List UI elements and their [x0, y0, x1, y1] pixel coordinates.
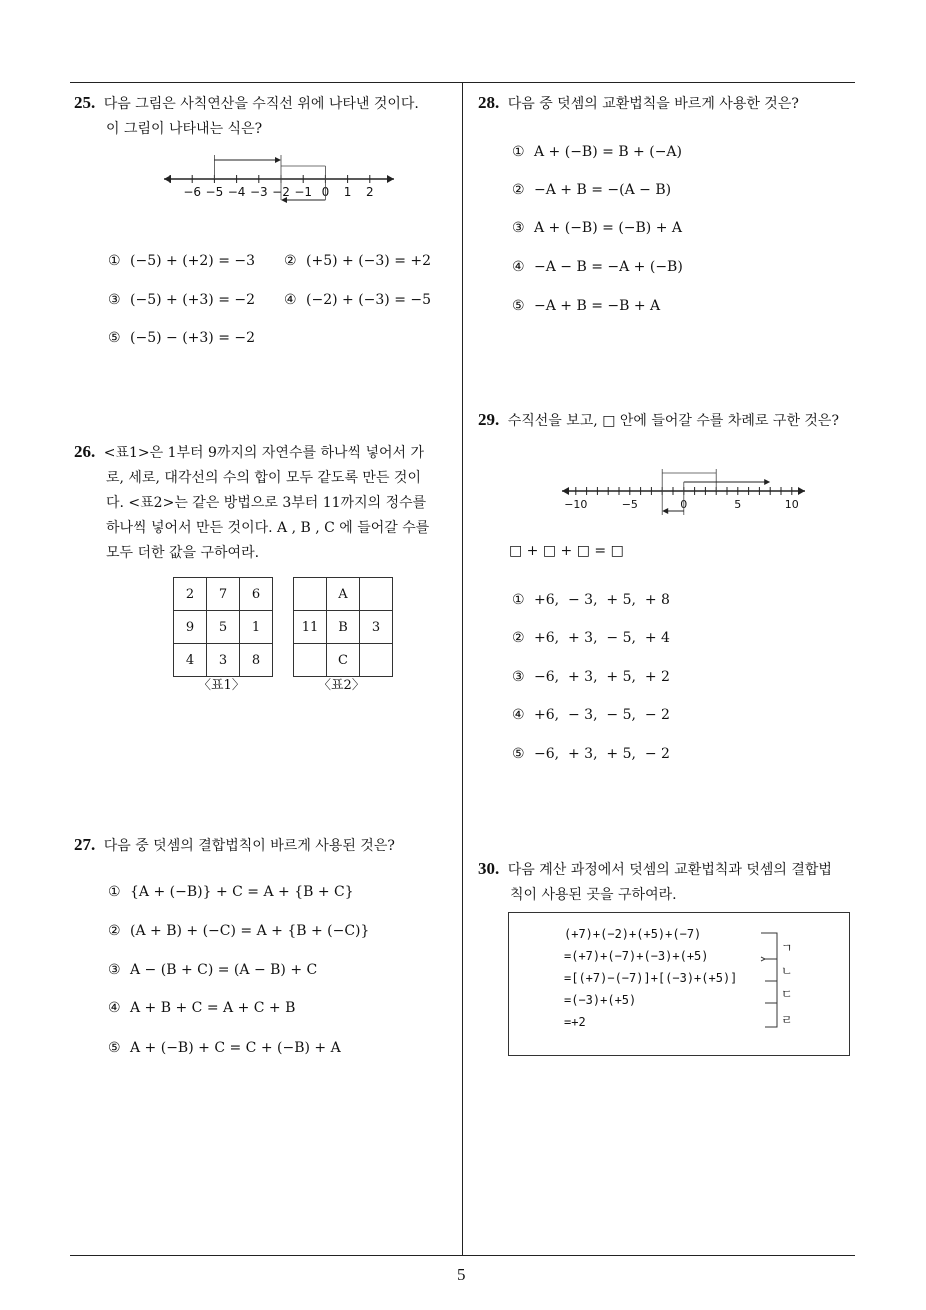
table-cell: B [327, 611, 360, 644]
option-marker: ⑤ [512, 298, 525, 314]
calc-line: =(+7)+(−7)+(−3)+(+5) [564, 949, 709, 963]
question-text: 모두 더한 값을 구하여라. [106, 545, 260, 561]
table-cell: A [327, 578, 360, 611]
question-number: 28. [478, 93, 500, 112]
step-label: ㄴ [781, 964, 793, 978]
option-5[interactable] [512, 298, 660, 314]
option-text: +6, − 3, − 5, − 2 [534, 707, 670, 723]
arrow-head [764, 479, 770, 485]
table-cell [360, 644, 393, 677]
option-marker: ① [108, 884, 121, 900]
option-marker: ④ [512, 707, 525, 723]
tick-label: 5 [734, 498, 742, 511]
calc-line: =+2 [564, 1015, 586, 1029]
table-1 [173, 577, 273, 677]
question-text: 이 그림이 나타내는 식은? [106, 121, 263, 137]
question-text: <표1>은 1부터 9까지의 자연수를 하나씩 넣어서 가 [103, 445, 425, 461]
option-marker: ① [512, 144, 525, 160]
option-text: (−2) + (−3) = −5 [306, 292, 432, 308]
question-text: 다. <표2>는 같은 방법으로 3부터 11까지의 정수를 [106, 495, 427, 511]
option-4[interactable] [284, 292, 431, 308]
page-number: 5 [457, 1265, 466, 1284]
table-cell: 4 [174, 644, 207, 677]
question-text: 로, 세로, 대각선의 수의 합이 모두 같도록 만든 것이 [106, 470, 421, 486]
question-text: 칙이 사용된 곳을 구하여라. [510, 887, 677, 903]
option-text: +6, − 3, + 5, + 8 [534, 592, 670, 608]
table-1-caption: 〈표1〉 [198, 678, 245, 693]
option-text: A + (−B) = B + (−A) [534, 144, 682, 160]
calculation-steps [564, 923, 737, 1033]
tick-label: 0 [680, 498, 688, 511]
option-text: (−5) + (+2) = −3 [130, 253, 256, 269]
tick-label: −6 [183, 185, 202, 199]
table-cell: 3 [360, 611, 393, 644]
tick-label: 2 [365, 185, 374, 199]
option-1[interactable] [512, 144, 682, 160]
option-text: +6, + 3, − 5, + 4 [534, 630, 670, 646]
option-5[interactable] [512, 746, 670, 762]
tick-label: 0 [321, 185, 330, 199]
tick-label: 1 [343, 185, 352, 199]
table-2-caption: 〈표2〉 [318, 678, 365, 693]
table-cell: 1 [240, 611, 273, 644]
option-3[interactable] [108, 292, 255, 308]
option-text: (+5) + (−3) = +2 [306, 253, 432, 269]
question-text: 다음 중 덧셈의 결합법칙이 바르게 사용된 것은? [103, 838, 395, 854]
arrow-head [275, 157, 281, 163]
option-text: A + (−B) = (−B) + A [534, 220, 682, 236]
question-text: 수직선을 보고, □ 안에 들어갈 수를 차례로 구한 것은? [507, 413, 839, 429]
option-4[interactable] [108, 1000, 295, 1016]
table-cell: 6 [240, 578, 273, 611]
table-cell: 8 [240, 644, 273, 677]
question-number: 26. [74, 442, 96, 461]
option-marker: ⑤ [512, 746, 525, 762]
option-5[interactable] [108, 1040, 341, 1056]
option-1[interactable] [108, 884, 354, 900]
calc-line: =[(+7)−(−7)]+[(−3)+(+5)] [564, 971, 738, 985]
option-3[interactable] [512, 669, 670, 685]
axis-arrow [562, 487, 569, 495]
number-line [164, 155, 394, 203]
tick-label: −5 [205, 185, 224, 199]
bottom-rule [70, 1255, 855, 1256]
option-text: −A − B = −A + (−B) [534, 259, 683, 275]
question-number: 25. [74, 93, 96, 112]
question-text: 하나씩 넣어서 만든 것이다. A , B , C 에 들어갈 수를 [106, 520, 430, 536]
option-2[interactable] [284, 253, 431, 269]
blank-expression: □ + □ + □ = □ [509, 543, 624, 559]
table-cell: 9 [174, 611, 207, 644]
option-marker: ③ [512, 669, 525, 685]
tick-label: −5 [621, 498, 638, 511]
arrow-head [662, 508, 668, 514]
option-text: −6, + 3, + 5, + 2 [534, 669, 670, 685]
calculation-box [508, 912, 850, 1056]
option-text: (A + B) + (−C) = A + {B + (−C)} [130, 923, 370, 939]
q29-number-line-figure [560, 465, 810, 525]
tick-label: 10 [784, 498, 799, 511]
option-marker: ④ [108, 1000, 121, 1016]
tick-label: −3 [249, 185, 268, 199]
step-label: ㄱ [781, 941, 793, 955]
step-label: ㄹ [781, 1013, 793, 1027]
option-text: A + (−B) + C = C + (−B) + A [130, 1040, 341, 1056]
table-cell [360, 578, 393, 611]
question-text: 다음 계산 과정에서 덧셈의 교환법칙과 덧셈의 결합법 [507, 862, 832, 878]
question-25 [74, 90, 459, 142]
table-cell: 11 [294, 611, 327, 644]
number-line [562, 469, 805, 515]
option-2[interactable] [512, 630, 670, 646]
option-3[interactable] [512, 220, 682, 236]
option-marker: ④ [284, 292, 297, 308]
option-text: (−5) + (+3) = −2 [130, 292, 256, 308]
question-30 [478, 856, 863, 908]
option-5[interactable] [108, 330, 255, 346]
option-4[interactable] [512, 259, 683, 275]
step-label: ㄷ [781, 987, 793, 1001]
option-3[interactable] [108, 962, 317, 978]
table-cell [294, 578, 327, 611]
table-cell: C [327, 644, 360, 677]
question-number: 30. [478, 859, 500, 878]
tick-label: −2 [272, 185, 290, 199]
table-cell: 5 [207, 611, 240, 644]
question-26 [74, 439, 459, 566]
tick-label: −4 [227, 185, 246, 199]
option-2[interactable] [512, 182, 671, 198]
axis-arrow [798, 487, 805, 495]
calc-line: (+7)+(−2)+(+5)+(−7) [564, 927, 702, 941]
option-1[interactable] [512, 592, 670, 608]
option-marker: ② [512, 630, 525, 646]
option-marker: ③ [108, 292, 121, 308]
table-cell [294, 644, 327, 677]
option-marker: ② [512, 182, 525, 198]
option-marker: ① [108, 253, 121, 269]
question-27 [74, 832, 459, 859]
option-2[interactable] [108, 923, 369, 939]
option-marker: ④ [512, 259, 525, 275]
table-cell: 3 [207, 644, 240, 677]
table-cell: 7 [207, 578, 240, 611]
option-text: A − (B + C) = (A − B) + C [130, 962, 318, 978]
option-text: −6, + 3, + 5, − 2 [534, 746, 670, 762]
question-text: 다음 중 덧셈의 교환법칙을 바르게 사용한 것은? [507, 96, 799, 112]
option-marker: ② [284, 253, 297, 269]
table-2 [293, 577, 393, 677]
option-text: (−5) − (+3) = −2 [130, 330, 256, 346]
calc-line: =(−3)+(+5) [564, 993, 637, 1007]
option-marker: ③ [108, 962, 121, 978]
table-cell: 2 [174, 578, 207, 611]
column-divider [462, 82, 463, 1255]
tick-label: −1 [294, 185, 313, 199]
question-28 [478, 90, 858, 117]
question-29 [478, 407, 863, 434]
option-marker: ③ [512, 220, 525, 236]
option-marker: ⑤ [108, 330, 121, 346]
question-text: 다음 그림은 사칙연산을 수직선 위에 나타낸 것이다. [103, 96, 419, 112]
option-text: {A + (−B)} + C = A + {B + C} [130, 884, 354, 900]
q25-number-line-figure [162, 152, 402, 212]
option-marker: ⑤ [108, 1040, 121, 1056]
option-text: −A + B = −(A − B) [534, 182, 672, 198]
option-marker: ① [512, 592, 525, 608]
option-4[interactable] [512, 707, 670, 723]
question-number: 27. [74, 835, 96, 854]
question-number: 29. [478, 410, 500, 429]
option-text: A + B + C = A + C + B [130, 1000, 296, 1016]
axis-arrow [387, 175, 394, 183]
option-marker: ② [108, 923, 121, 939]
question-25-line1 [74, 90, 459, 117]
option-1[interactable] [108, 253, 255, 269]
option-text: −A + B = −B + A [534, 298, 661, 314]
tick-label: −10 [564, 498, 588, 511]
